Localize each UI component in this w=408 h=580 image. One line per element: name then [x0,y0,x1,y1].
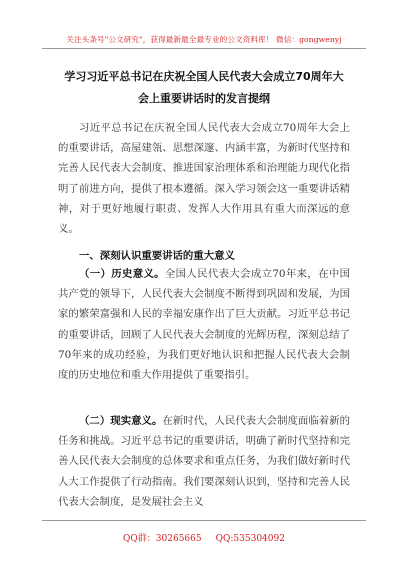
paragraph-body: 全国人民代表大会成立70年来，在中国共产党的领导下，人民代表大会制度不断得到巩固和发展，为国家的繁荣富强和人民的幸福安康作出了巨大贡献。习近平总书记的重要讲话，回顾了人民代表大会制度的光辉历程，深刻总结了70年来的成功经验，为我们更好地认识和把握人民代表大会制度的历史地位和重大作用提供了重要指引。 [58,268,350,382]
footer-contact [0,531,408,544]
paragraph-practical-significance [58,411,350,512]
header-banner: 关注头条号"公文研究"，获得最新最全最专业的公文资料库！ 微信：gongwenyj [66,35,342,44]
footer-qq: QQ:535304092 [215,534,285,544]
footer-qq-group: QQ群：30265665 [123,534,202,544]
paragraph-historical-significance [58,264,350,385]
paragraph-lead: （一）历史意义。 [79,268,165,280]
intro-paragraph: 习近平总书记在庆祝全国人民代表大会成立70周年大会上的重要讲话，高屋建瓴、思想深邃、内涵丰富，为新时代坚持和完善人民代表大会制度、推进国家治理体系和治理能力现代化指明了前进方向，提供了根本遵循。深入学习领会这一重要讲话精神，对于更好地履行职责、发挥人大作用具有重大而深远的意义。 [58,122,350,236]
document-title-line-2: 会上重要讲话时的发言提纲 [138,92,270,105]
footer-divider [42,520,366,521]
section-heading: 一、深刻认识重要讲话的重大意义 [79,250,235,262]
paragraph-lead: （二）现实意义。 [79,415,163,427]
header-divider [42,48,366,49]
document-title-line-1: 学习习近平总书记在庆祝全国人民代表大会成立70周年大 [64,70,344,83]
paragraph-body: 在新时代，人民代表大会制度面临着新的任务和挑战。习近平总书记的重要讲话，明确了新时代坚持和完善人民代表大会制度的总体要求和重点任务，为我们做好新时代人大工作提供了行动指南。我们要深刻认识到，坚持和完善人民代表大会制度，是发展社会主义 [58,415,351,508]
document-title [40,66,368,110]
